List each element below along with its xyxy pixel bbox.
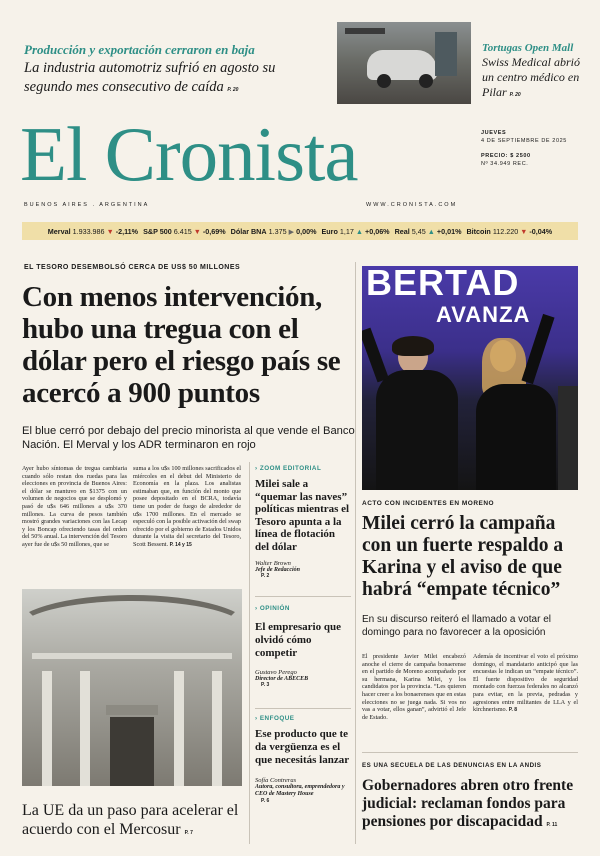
page-ref: P. 6 [261,798,270,804]
lead-deck: El blue cerró por debajo del precio minorista al que vende el Banco Nación. El Merval y los ADR terminaron en rojo [22,425,355,451]
column-headline: Ese producto que te da vergüenza es el que necesitás lanzar [255,728,350,766]
masthead-dateline [481,129,591,168]
down-arrow-icon: ▼ [106,226,114,236]
date: 4 DE SEPTIEMBRE DE 2025 [481,138,567,144]
lead-headline[interactable]: Con menos intervención, hubo una tregua con el dólar pero el riesgo país se acercó a 900 puntos [22,281,341,409]
milei-column-2: Además de incentivar el voto el próximo domingo, el mandatario anticipó que las encuestas le indican un “empate técnico”. El fuerte dispositivo de seguridad montado con fuerzas federales no alcanzó para evitar, en la previa, pedradas y agresiones entre militantes de LLA y el kirchnerismo. P. 8 [473,653,578,714]
masthead-logo[interactable]: El Cronista [20,111,358,197]
section-label: › ENFOQUE [255,715,295,722]
lead-column-2: suma a los u$s 100 millones sacrificados el miércoles en el debut del Ministerio de Economía en la plaza. Los analistas estimaban que, en función del monto que posee depositado en el BCRA, todavía tiene un poder de fuego de alrededor de u$s 1700 millones. En el mercado se especuló con la posible activación del swap ofrecido por el gobierno de Estados Unidos durante la visita del secretario del Tesoro, Scott Bessent. P. 14 y 15 [133,465,241,548]
zoom-editorial[interactable] [255,465,351,579]
car-factory-photo [337,22,471,104]
author: Sofía Contreras [255,777,297,784]
page-ref: P. 8 [508,707,517,714]
author: Gustavo Perego [255,669,297,676]
masthead-city: BUENOS AIRES . ARGENTINA [24,202,150,208]
milei-deck: En su discurso reiteró el llamado a votar el domingo para no favorecer a la oposición [362,614,551,638]
section-label: › OPINIÓN [255,605,290,612]
page-ref: P. 14 y 15 [169,541,192,548]
flat-arrow-icon: ▶ [288,226,295,236]
top-teaser-swiss-medical[interactable] [482,42,594,103]
masthead-website[interactable]: WWW.CRONISTA.COM [366,202,458,208]
building-photo [22,589,242,786]
column-headline: Milei sale a “quemar las naves” políticas mientras el Tesoro apunta a la línea de flotación del dólar [255,478,350,553]
ticker-item: Euro 1,17 ▲ +0,06% [321,226,390,236]
bottom-left-headline[interactable]: La UE da un paso para acelerar el acuerdo con el Mercosur P. 7 [22,802,239,838]
author-role: Director de ABECEB [255,676,309,682]
ticker-item: S&P 500 6.415 ▼ -0,69% [143,226,226,236]
teaser-kicker: Tortugas Open Mall [482,42,574,54]
page-ref: P. 2 [261,573,270,579]
down-arrow-icon: ▼ [520,226,528,236]
issue-number: Nº 34.949 REC. [481,161,529,167]
milei-rally-photo [362,266,578,490]
author-role: Jefe de Redacción [255,567,300,573]
milei-column-1: El presidente Javier Milei encabezó anoche el cierre de campaña bonaerense en el partido de Moreno acompañado por su hermana, Karina Milei, y los candidatos por la provincia. “Les quieren hacer creer a los bonaerenses que en estas elecciones no se juega nada. Si vos no vas a votar, ellos ganan”, advirtió el Jefe de Estado. [362,653,466,721]
author-role: Autora, consultora, emprendedora y CEO de Mastery House [255,784,345,797]
section-label: › ZOOM EDITORIAL [255,465,322,472]
chevron-right-icon: › [255,715,258,722]
column-headline: El empresario que olvidó cómo competir [255,621,341,659]
lead-column-1: Ayer hubo síntomas de tregua cambiaria cuando sólo restan dos ruedas para las elecciones en provincia de Buenos Aires: el dólar se mantuvo en $1375 con un volumen de negocios que se desplomó y pasó de u$s 646 millones a u$s 370 millones. La curva de pesos también mostró grandes variaciones con las Lecap y los Boncap ofreciendo tasas del orden del 50% anual. La intervención del Tesoro ayer fue de u$s 50 millones, que se [22,465,127,548]
up-arrow-icon: ▲ [355,226,363,236]
teaser-kicker: Producción y exportación cerraron en baja [24,42,255,57]
enfoque[interactable] [255,715,351,804]
page-ref: P. 3 [261,682,270,688]
teaser-headline: Swiss Medical abrió un centro médico en Pilar P. 20 [482,55,580,99]
ticker-item: Real 5,45 ▲ +0,01% [394,226,462,236]
lead-kicker: EL TESORO DESEMBOLSÓ CERCA DE US$ 50 MILLONES [24,264,241,271]
chevron-right-icon: › [255,605,258,612]
chevron-right-icon: › [255,465,258,472]
page-ref: P. 20 [509,92,521,98]
milei-kicker: ACTO CON INCIDENTES EN MORENO [362,500,495,507]
governors-headline[interactable]: Gobernadores abren otro frente judicial: reclaman fondos para pensiones por discapacidad P. 11 [362,777,574,830]
price: PRECIO: $ 2500 [481,153,531,159]
top-teaser-industry[interactable] [24,42,324,100]
market-ticker [22,222,578,240]
ticker-item: Bitcoin 112.220 ▼ -0,04% [466,226,553,236]
up-arrow-icon: ▲ [427,226,435,236]
banner-text-2: AVANZA [436,302,531,327]
milei-headline[interactable]: Milei cerró la campaña con un fuerte respaldo a Karina y el aviso de que habrá “empate técnico” [362,513,564,600]
down-arrow-icon: ▼ [193,226,201,236]
page-ref: P. 7 [184,830,193,836]
opinion[interactable] [255,605,351,688]
teaser-headline: La industria automotriz sufrió en agosto su segundo mes consecutivo de caída P. 20 [24,60,276,95]
ticker-item: Dólar BNA 1.375 ▶ 0,00% [230,226,317,236]
page-ref: P. 11 [546,822,558,828]
day: JUEVES [481,130,507,136]
ticker-item: Merval 1.933.986 ▼ -2,11% [47,226,139,236]
page-ref: P. 20 [227,87,239,93]
author: Walter Brown [255,560,291,567]
banner-text: BERTAD [366,266,520,303]
governors-kicker: ES UNA SECUELA DE LAS DENUNCIAS EN LA ANDIS [362,762,542,769]
